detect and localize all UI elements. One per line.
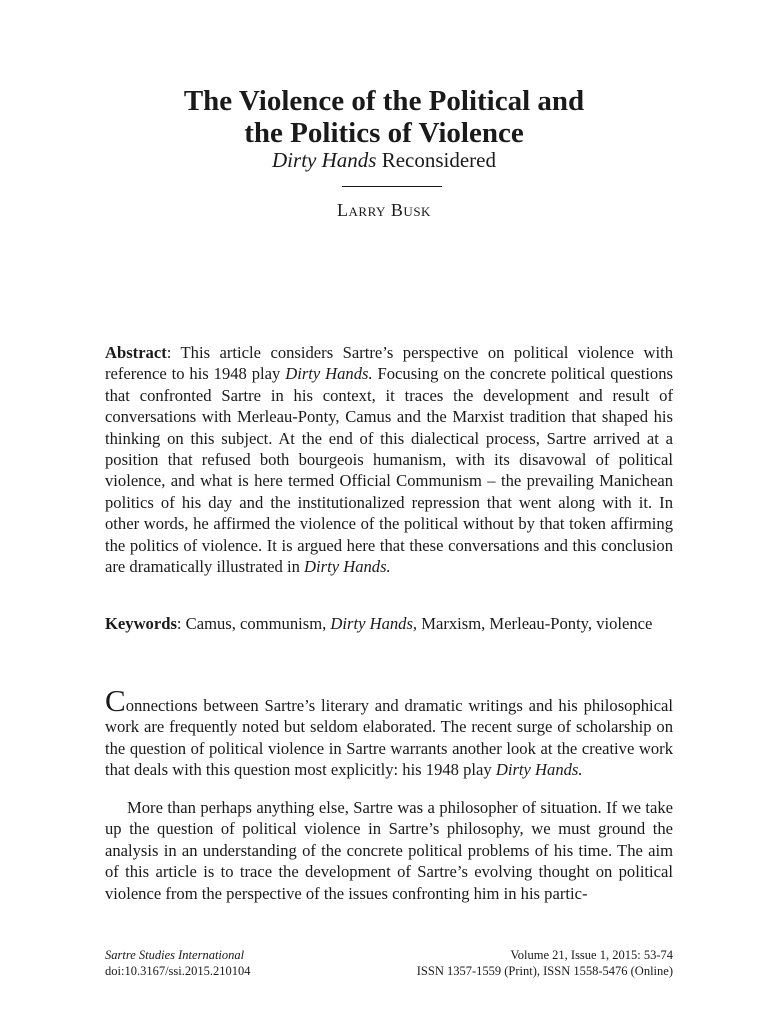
title-line-1: The Violence of the Political and xyxy=(183,85,585,117)
journal-name: Sartre Studies International xyxy=(105,948,245,962)
doi-text: doi:10.3167/ssi.2015.210104 xyxy=(105,964,251,978)
body-p1-text: onnections between Sartre’s literary and dramatic writings and his philosophical work are frequently noted but seldom elaborated. The recent surge of scholarship on the question of political violence in Sartre warrants another look at the creative work that deals with this question most explicitly: his 1948 play xyxy=(105,696,673,780)
abstract-paragraph xyxy=(105,342,673,577)
keywords-paragraph xyxy=(105,613,673,634)
subtitle-rest: Reconsidered xyxy=(376,148,496,172)
footer-left xyxy=(105,947,251,979)
abstract-text-1: : This article considers Sartre’s perspective on political violence with reference to his 1948 play xyxy=(105,343,673,384)
title-line-2: the Politics of Violence xyxy=(244,117,524,149)
issn-info: ISSN 1357-1559 (Print), ISSN 1558-5476 (Online) xyxy=(416,964,673,978)
body-p1-italic: Dirty Hands. xyxy=(495,760,583,780)
keywords-label: Keywords xyxy=(105,614,177,633)
volume-info: Volume 21, Issue 1, 2015: 53-74 xyxy=(510,948,673,962)
subtitle-italic: Dirty Hands xyxy=(272,148,377,172)
body-paragraph-1 xyxy=(105,683,673,781)
article-subtitle xyxy=(0,147,768,173)
abstract-italic-1: Dirty Hands. xyxy=(285,364,373,384)
body-paragraph-2: More than perhaps anything else, Sartre was a philosopher of situation. If we take up the question of political violence in Sartre’s philosophy, we must ground the analysis in an understanding of the concrete political problems of his time. The aim of this article is to trace the development of Sartre’s evolving thought on political violence from the perspective of the issues confronting him in his partic- xyxy=(105,798,673,903)
article-title xyxy=(0,85,768,149)
footer-right xyxy=(417,947,673,979)
keywords-text-1: : Camus, communism, xyxy=(176,614,331,633)
abstract-text-2: Focusing on the concrete political questions that confronted Sartre in his context, it traces the development and result of conversations with Merleau-Ponty, Camus and the Marxist tradition that shaped his thinking on this subject. At the end of this dialectical process, Sartre arrived at a position that refused both bourgeois humanism, with its disavowal of political violence, and what is here termed Official Communism – the prevailing Manichean politics of his day and the institutionalized repression that went along with it. In other words, he affirmed the violence of the political without by that token affirming the politics of violence. It is argued here that these conversations and this conclusion are dramatically illustrated in xyxy=(105,364,673,577)
keywords-italic-1: Dirty Hands xyxy=(330,614,413,633)
author-name: Larry Busk xyxy=(337,200,431,220)
abstract-italic-2: Dirty Hands. xyxy=(304,557,391,577)
abstract-label: Abstract xyxy=(105,343,167,362)
keywords-text-2: , Marxism, Merleau-Ponty, violence xyxy=(412,614,653,633)
drop-cap: C xyxy=(105,683,126,718)
title-divider xyxy=(342,186,442,187)
